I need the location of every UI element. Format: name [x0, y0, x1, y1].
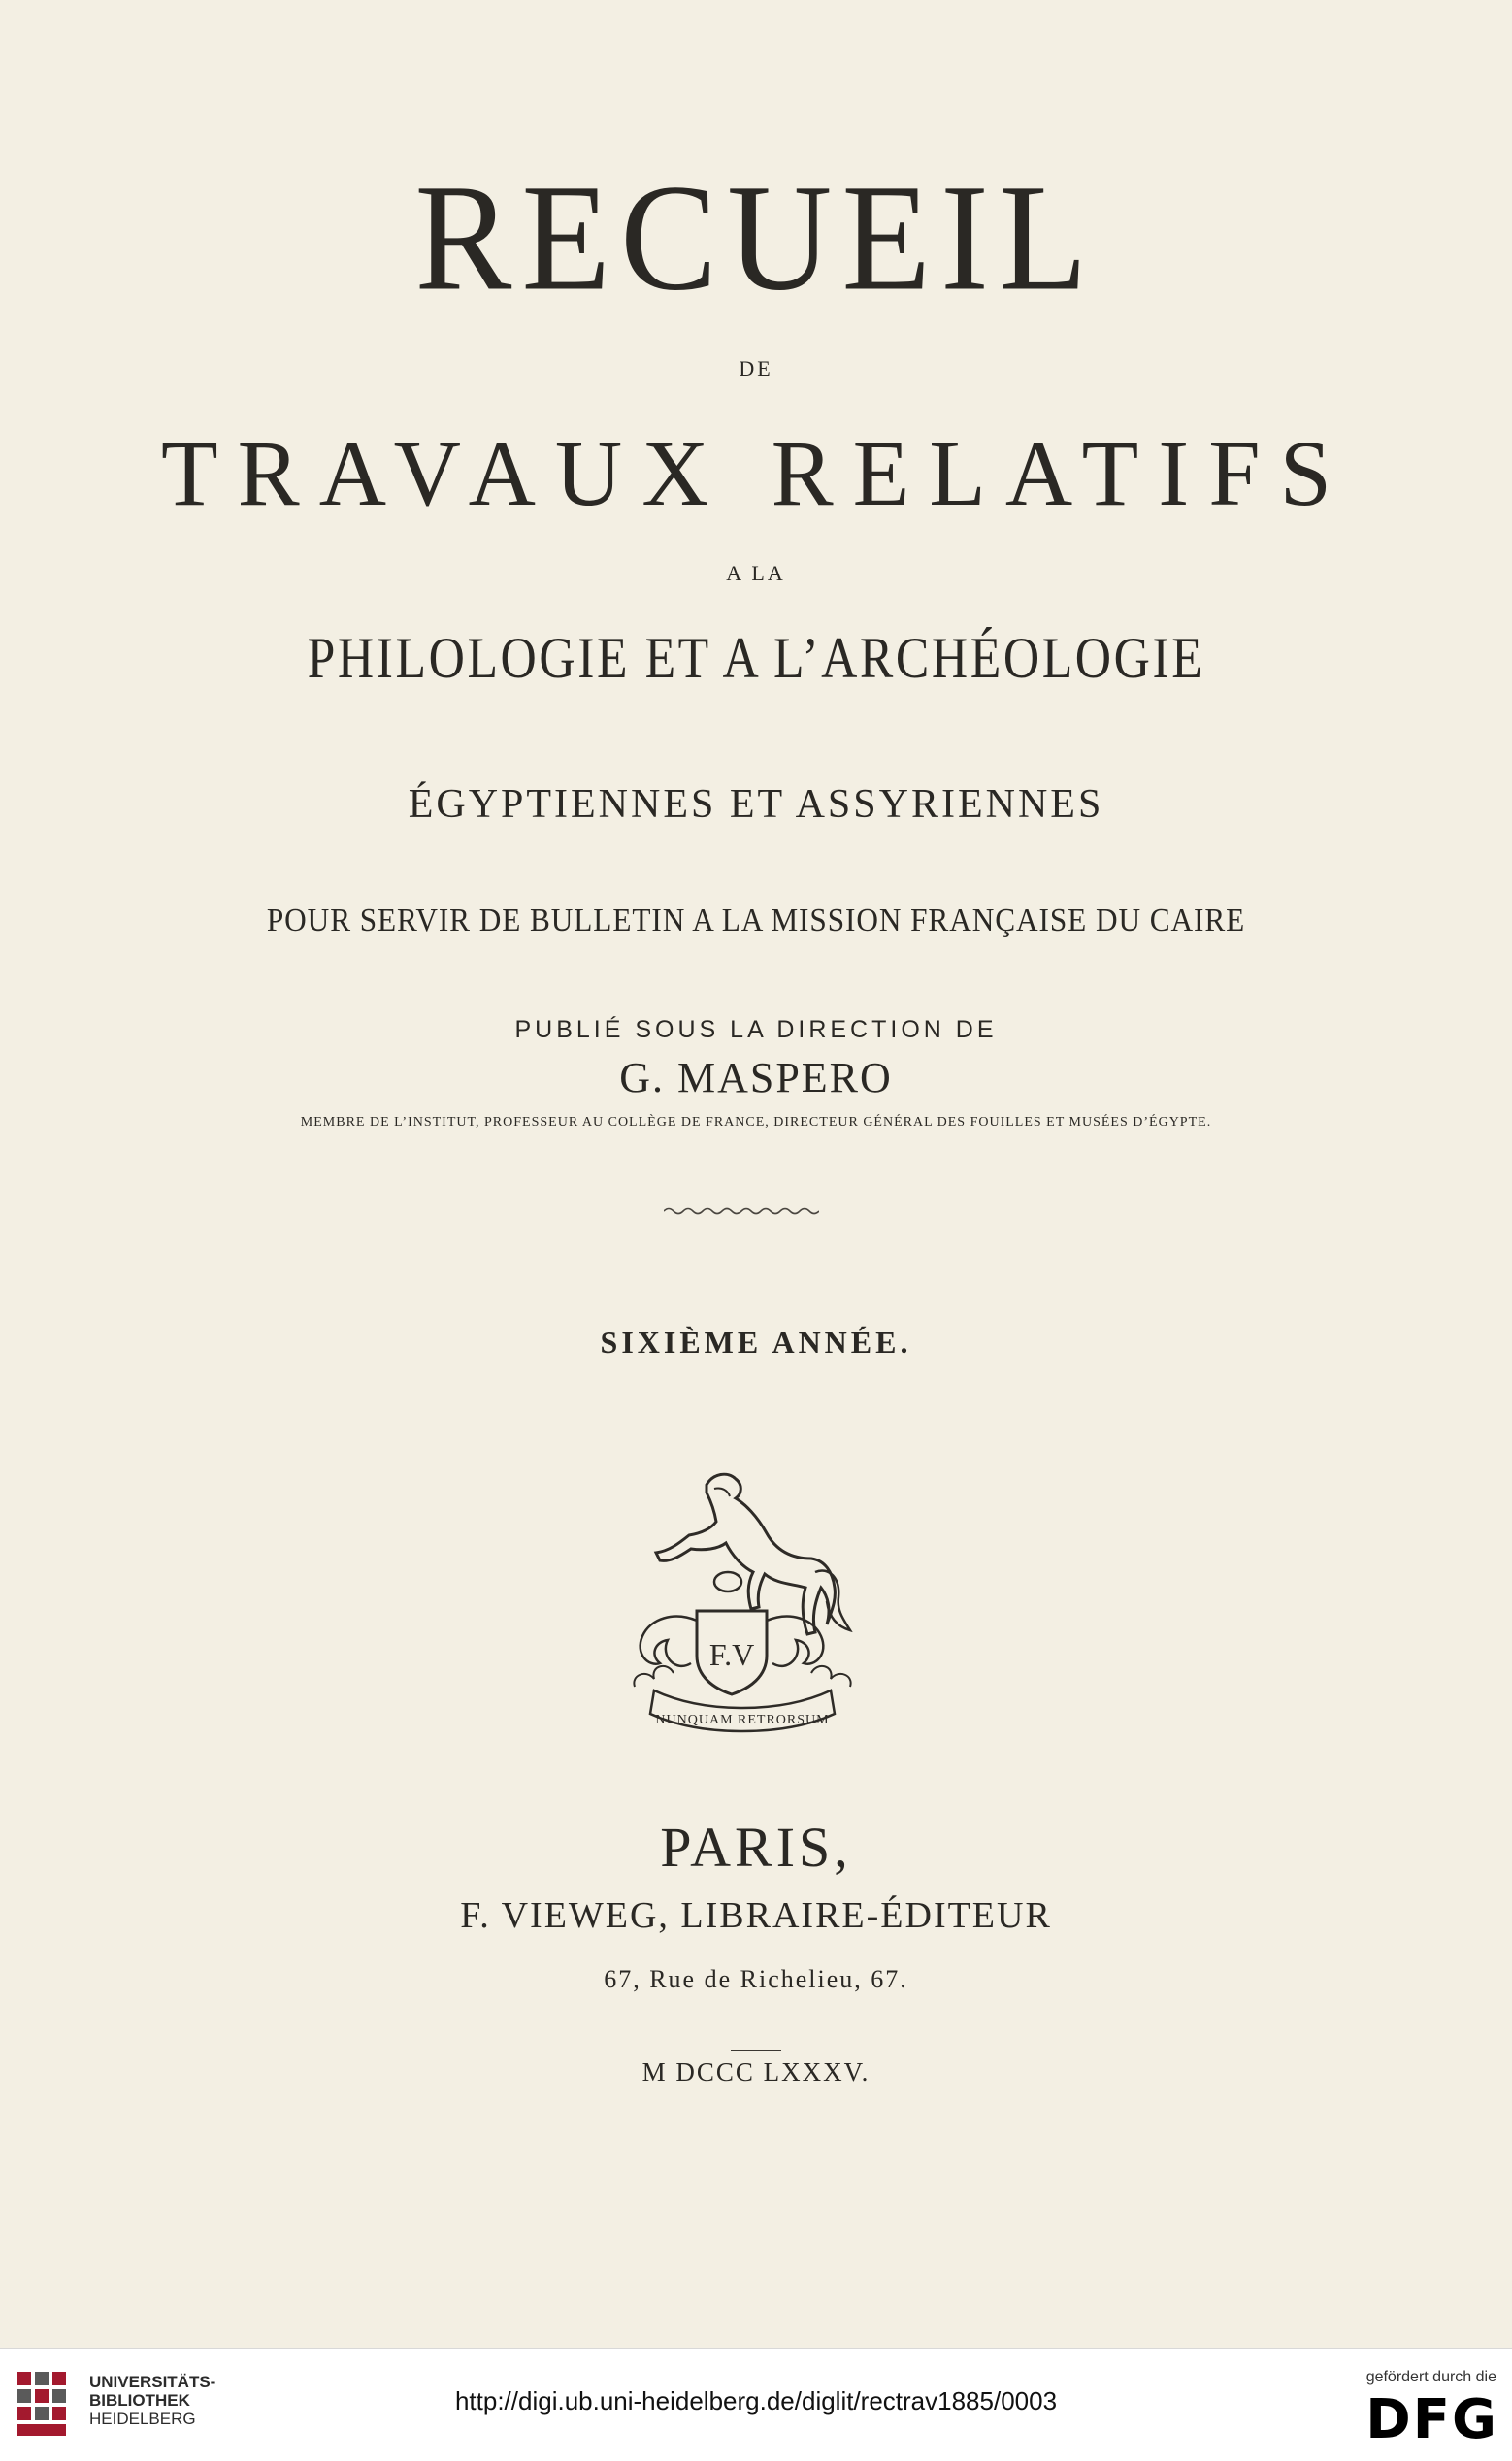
published-under-line: PUBLIÉ SOUS LA DIRECTION DE — [514, 1016, 998, 1043]
publisher: F. VIEWEG, LIBRAIRE-ÉDITEUR — [460, 1895, 1052, 1936]
title: RECUEIL — [414, 152, 1098, 323]
short-rule — [731, 2050, 781, 2051]
institution-line-3: HEIDELBERG — [89, 2410, 196, 2428]
permalink-url[interactable]: http://digi.ub.uni-heidelberg.de/diglit/rectrav1885/0003 — [454, 2386, 1058, 2415]
editor-name: G. MASPERO — [619, 1054, 893, 1101]
dfg-logo-icon: DFG — [1365, 2388, 1498, 2451]
title-connector-a-la: A LA — [726, 561, 786, 585]
institution-line-2: BIBLIOTHEK — [89, 2391, 190, 2410]
motto-text: NUNQUAM RETRORSUM — [655, 1713, 830, 1727]
monogram-text: F.V — [708, 1637, 755, 1672]
title-connector-de: DE — [739, 356, 773, 380]
publication-year: M DCCC LXXXV. — [641, 2057, 871, 2086]
volume-label: SIXIÈME ANNÉE. — [600, 1325, 912, 1360]
editor-titles: MEMBRE DE L’INSTITUT, PROFESSEUR AU COLLÈGE DE FRANCE, DIRECTEUR GÉNÉRAL DES FOUILLES ET MUSÉES D’ÉGYPTE. — [300, 1115, 1212, 1130]
publisher-address: 67, Rue de Richelieu, 67. — [604, 1965, 908, 1993]
purpose-line: POUR SERVIR DE BULLETIN A LA MISSION FRANÇAISE DU CAIRE — [266, 902, 1246, 938]
field-heading: PHILOLOGIE ET A L’ARCHÉOLOGIE — [307, 626, 1205, 690]
city: PARIS, — [660, 1816, 852, 1879]
ornament-divider — [664, 1206, 819, 1216]
funding-note: gefördert durch die — [1365, 2369, 1496, 2385]
horse-crest-icon — [621, 1465, 864, 1742]
field-qualifier: ÉGYPTIENNES ET ASSYRIENNES — [408, 782, 1104, 827]
institution-line-1: UNIVERSITÄTS- — [89, 2373, 216, 2391]
subtitle: TRAVAUX RELATIFS — [161, 421, 1351, 525]
